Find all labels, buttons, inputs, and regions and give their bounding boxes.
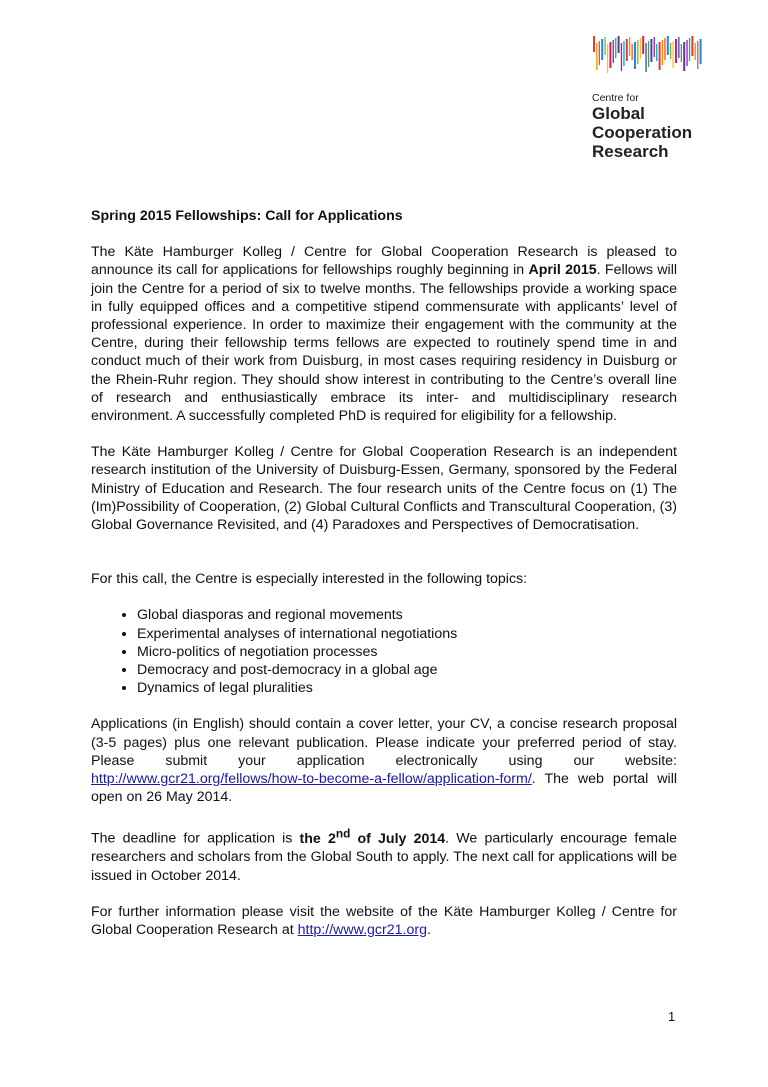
centre-logo: [592, 36, 732, 161]
intro-date-bold: April 2015: [528, 262, 597, 279]
logo-bar: [697, 41, 698, 69]
logo-bar: [691, 36, 693, 56]
logo-barcode-graphic: [592, 36, 724, 78]
paragraph-about-centre: The Käte Hamburger Kolleg / Centre for Global Cooperation Research is an independent research institution of the University of Duisburg-Essen, Germany, sponsored by the Federal Ministry of Education and Research. The four research units of the Centre focus on (1) The (Im)Possibility of Cooperation, (2) Global Cultural Conflicts and Transcultural Cooperation, (3) Global Governance Revisited, and (4) Paradoxes and Perspectives of Democratisation.: [91, 444, 677, 534]
application-form-link[interactable]: http://www.gcr21.org/fellows/how-to-become-a-fellow/application-form/: [91, 771, 532, 788]
applications-text-a: Applications (in English) should contain a cover letter, your CV, a concise research proposal (3-5 pages) plus one relevant publication. Please indicate your preferred period of stay. Please submit your application electronically using our website:: [91, 716, 677, 769]
logo-bar: [621, 43, 622, 71]
intro-text-a: The Käte Hamburger Kolleg / Centre for Global Cooperation Research is pleased to announce its call for applications for fellowships roughly beginning in: [91, 244, 677, 279]
logo-bar: [593, 36, 595, 52]
logo-bar: [599, 41, 600, 65]
document-body: [91, 207, 677, 957]
logo-bar: [683, 42, 685, 71]
logo-bar: [596, 43, 597, 70]
paragraph-deadline: [91, 824, 677, 884]
logo-bar: [667, 36, 669, 55]
intro-text-b: . Fellows will join the Centre for a period of six to twelve months. The fellowships provide a working space in fully equipped offices and a competitive stipend commensurate with applicants’ level of professional experience. In order to maximize their engagement with the community at the Centre, during their fellowship terms fellows are expected to routinely spend time in and conduct much of their work from Duisburg, in most cases requiring residency in Duisburg or the Rhein-Ruhr region. They should show interest in contributing to the Centre’s overall line of research and enthusiastically embrace its inter- and multidisciplinary research environment. A successfully completed PhD is required for eligibility for a fellowship.: [91, 262, 678, 425]
logo-bar: [695, 43, 696, 60]
paragraph-topics-intro: For this call, the Centre is especially interested in the following topics:: [91, 571, 528, 588]
logo-bar: [637, 40, 638, 64]
applications-text-b: . The web portal will open on 26 May 2014.: [91, 771, 677, 806]
paragraph-further-info: [91, 903, 677, 939]
logo-bar: [689, 38, 690, 61]
logo-text-global: Global: [592, 104, 645, 123]
logo-bar: [601, 39, 603, 60]
logo-bar: [662, 40, 663, 65]
logo-bar: [618, 36, 620, 53]
logo-bar: [632, 44, 633, 60]
topics-list: [91, 606, 677, 697]
logo-bar: [607, 44, 608, 73]
website-link[interactable]: http://www.gcr21.org: [297, 922, 427, 939]
logo-bar: [629, 37, 630, 56]
deadline-text-b: . We particularly encourage female researchers and scholars from the Global South to apply. The next call for applications will be issued in October 2014.: [91, 831, 677, 884]
logo-bar: [615, 38, 616, 58]
logo-bar: [678, 37, 679, 58]
logo-bar: [700, 39, 702, 64]
logo-bar: [681, 44, 682, 62]
logo-bar: [609, 42, 611, 68]
logo-bar: [623, 41, 624, 66]
logo-text-research: Research: [592, 142, 669, 161]
deadline-day: the 2: [299, 831, 336, 848]
logo-bar: [640, 38, 641, 59]
logo-bar: [670, 43, 671, 59]
deadline-date-bold: [299, 826, 446, 848]
list-item: • Micro-politics of negotiation processes: [137, 643, 677, 661]
logo-bar: [642, 36, 644, 54]
logo-text-cooperation: Cooperation: [592, 123, 693, 142]
list-item: • Dynamics of legal pluralities: [137, 679, 677, 697]
logo-bar: [613, 40, 614, 63]
logo-bar: [645, 43, 646, 72]
paragraph-intro: [91, 243, 677, 425]
logo-bar: [626, 39, 628, 61]
page-number: 1: [668, 1009, 676, 1024]
logo-bar: [686, 40, 687, 66]
deadline-day-suffix: nd: [335, 826, 351, 841]
deadline-month: of July 2014: [350, 831, 446, 848]
logo-bar: [673, 41, 674, 68]
logo-bar: [659, 42, 661, 70]
further-info-text-a: For further information please visit the website of the Käte Hamburger Kolleg / Centre for Global Cooperation Research at: [91, 903, 677, 939]
list-item: • Democracy and post-democracy in a global age: [137, 661, 677, 679]
deadline-text-a: The deadline for application is: [91, 831, 300, 848]
document-title: Spring 2015 Fellowships: Call for Applications: [91, 208, 403, 224]
logo-bar: [604, 37, 605, 55]
further-info-text-b: .: [426, 922, 431, 939]
logo-bar: [654, 37, 655, 57]
logo-text-centre-for: Centre for: [592, 92, 639, 104]
logo-bar: [648, 41, 649, 67]
logo-bar: [664, 38, 665, 60]
logo-bar: [650, 39, 652, 62]
logo-bar: [675, 39, 677, 63]
list-item: • Experimental analyses of international negotiations: [137, 625, 677, 643]
logo-bar: [634, 42, 636, 69]
list-item: • Global diasporas and regional movements: [137, 606, 677, 624]
logo-bar: [656, 44, 657, 61]
paragraph-applications: [91, 715, 677, 806]
